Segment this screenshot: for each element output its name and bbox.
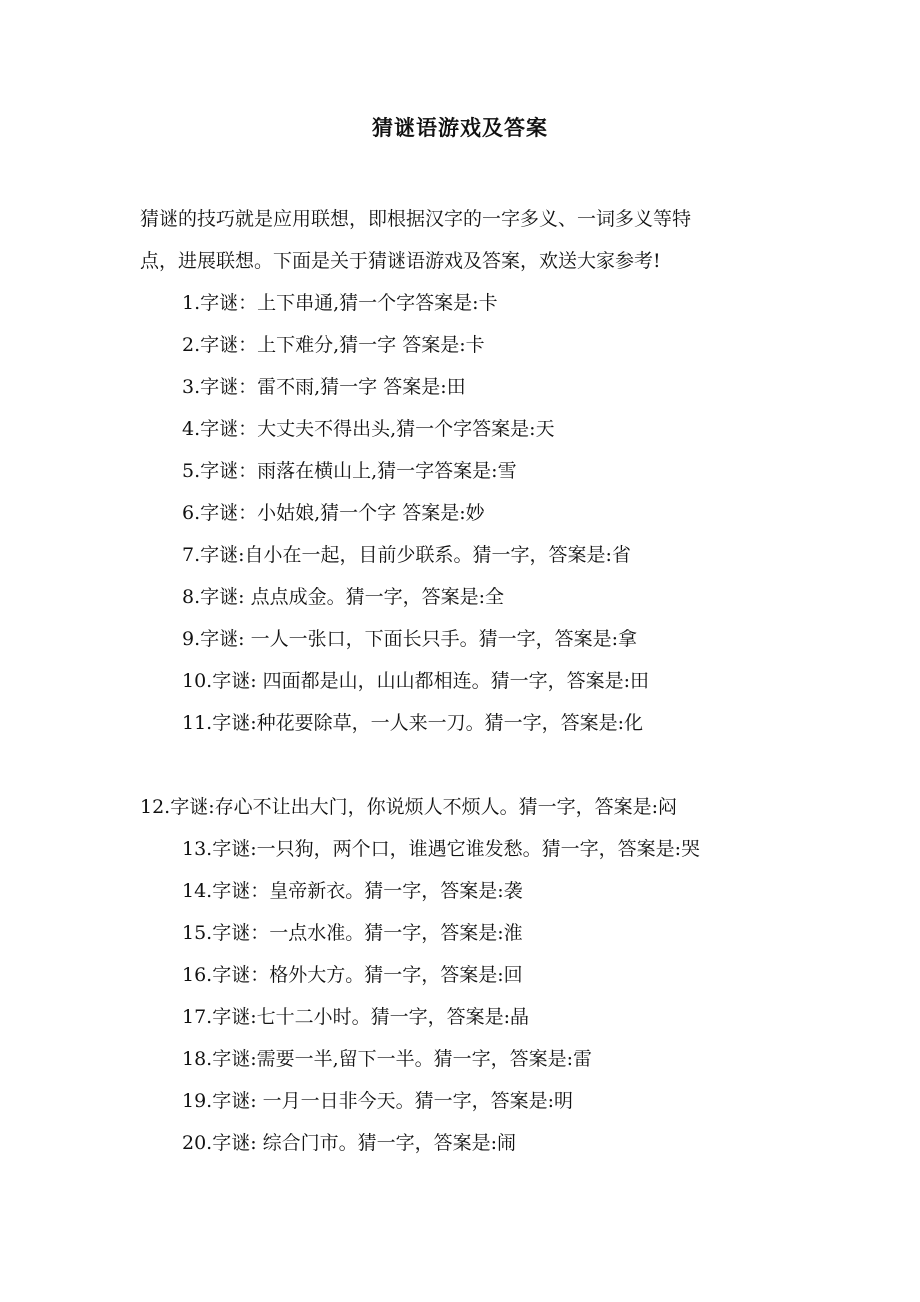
riddle-item: 4.字谜：大丈夫不得出头,猜一个字答案是:天 bbox=[182, 418, 555, 440]
riddle-item: 19.字谜: 一月一日非今天。猜一字，答案是:明 bbox=[182, 1090, 574, 1112]
riddle-item: 1.字谜：上下串通,猜一个字答案是:卡 bbox=[182, 292, 498, 314]
riddle-item: 11.字谜:种花要除草，一人来一刀。猜一字，答案是:化 bbox=[182, 712, 644, 734]
riddle-item: 9.字谜: 一人一张口，下面长只手。猜一字，答案是:拿 bbox=[182, 628, 637, 650]
riddle-item: 8.字谜: 点点成金。猜一字，答案是:全 bbox=[182, 586, 504, 608]
riddle-item: 15.字谜：一点水准。猜一字，答案是:淮 bbox=[182, 922, 523, 944]
riddle-list bbox=[0, 282, 920, 1164]
riddle-item: 2.字谜：上下难分,猜一字 答案是:卡 bbox=[182, 334, 485, 356]
riddle-item: 5.字谜：雨落在横山上,猜一字答案是:雪 bbox=[182, 460, 517, 482]
riddle-item: 17.字谜:七十二小时。猜一字，答案是:晶 bbox=[182, 1006, 530, 1028]
document-title: 猜谜语游戏及答案 bbox=[372, 115, 548, 140]
riddle-item: 3.字谜：雷不雨,猜一字 答案是:田 bbox=[182, 376, 466, 398]
intro-paragraph bbox=[140, 198, 790, 282]
riddle-item: 18.字谜:需要一半,留下一半。猜一字，答案是:雷 bbox=[182, 1048, 593, 1070]
riddle-item: 13.字谜:一只狗，两个口，谁遇它谁发愁。猜一字，答案是:哭 bbox=[182, 838, 701, 860]
riddle-item: 6.字谜：小姑娘,猜一个字 答案是:妙 bbox=[182, 502, 485, 524]
riddle-item: 10.字谜: 四面都是山，山山都相连。猜一字，答案是:田 bbox=[182, 670, 650, 692]
intro-line: 点，进展联想。下面是关于猜谜语游戏及答案，欢送大家参考! bbox=[140, 250, 661, 272]
intro-line: 猜谜的技巧就是应用联想，即根据汉字的一字多义、一词多义等特 bbox=[140, 208, 692, 230]
riddle-item: 12.字谜:存心不让出大门，你说烦人不烦人。猜一字，答案是:闷 bbox=[140, 796, 678, 818]
riddle-item: 7.字谜:自小在一起，目前少联系。猜一字，答案是:省 bbox=[182, 544, 631, 566]
riddle-item: 20.字谜: 综合门市。猜一字，答案是:闹 bbox=[182, 1132, 517, 1154]
riddle-item: 16.字谜：格外大方。猜一字，答案是:回 bbox=[182, 964, 523, 986]
riddle-item: 14.字谜：皇帝新衣。猜一字，答案是:袭 bbox=[182, 880, 523, 902]
